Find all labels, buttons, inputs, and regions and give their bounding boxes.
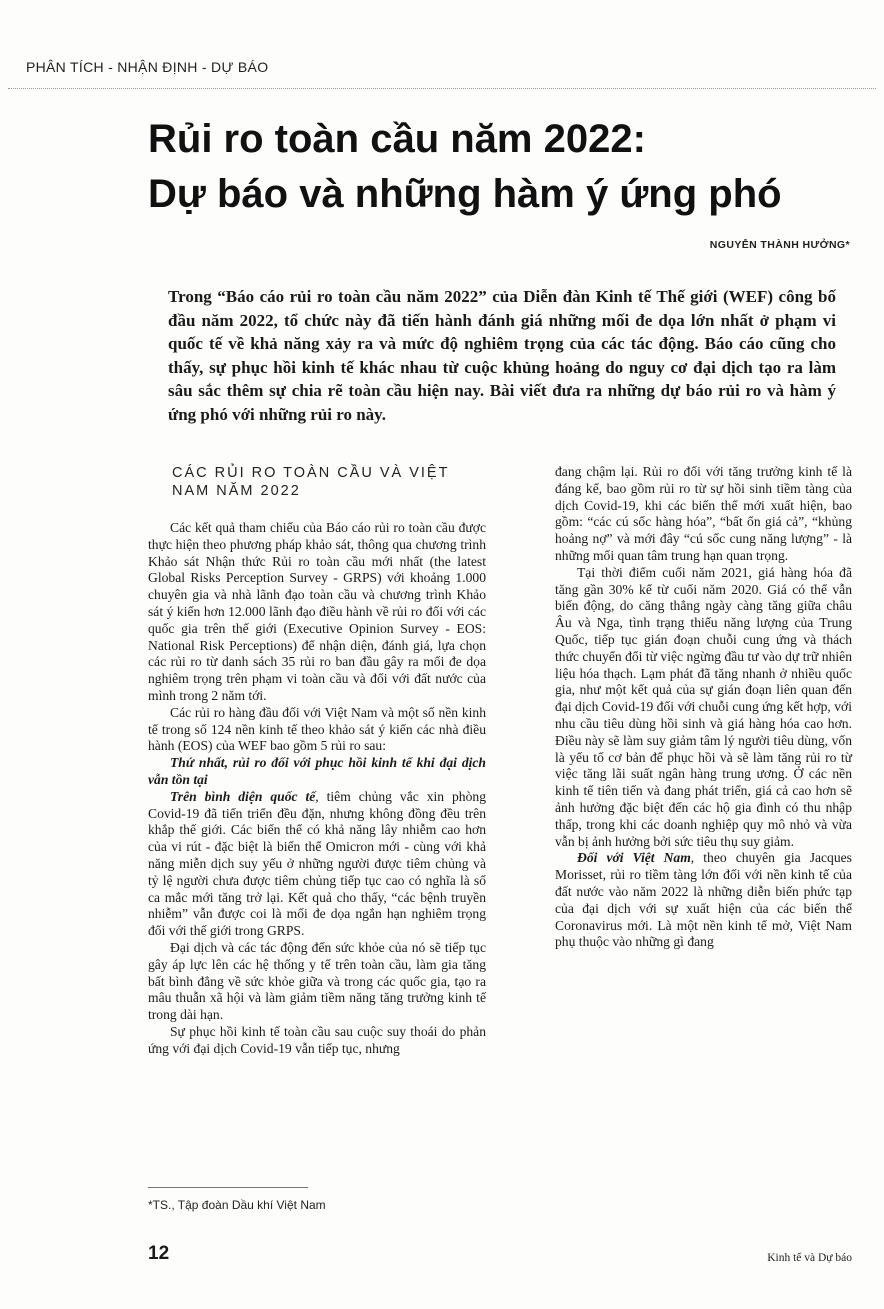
page-number: 12	[148, 1243, 170, 1264]
body-paragraph: Các rủi ro hàng đầu đối với Việt Nam và một số nền kinh tế trong số 124 nền kinh tế theo khảo sát ý kiến các nhà điều hành (EOS) của WEF bao gồm 5 rủi ro sau:	[148, 704, 486, 754]
section-heading: CÁC RỦI RO TOÀN CẦU VÀ VIỆT NAM NĂM 2022	[172, 465, 450, 499]
journal-name: Kinh tế và Dự báo	[767, 1252, 852, 1264]
body-paragraph: Tại thời điểm cuối năm 2021, giá hàng hóa đã tăng gần 30% kể từ cuối năm 2020. Giá có thể vẫn biến động, do căng thẳng ngày càng tăng giữa châu Âu và Nga, tình trạng thiếu năng lượng của Trung Quốc, tiếp tục gián đoạn chuỗi cung ứng và thách thức chuyển đổi từ việc ngừng đầu tư vào dự trữ nhiên liệu hóa thạch. Lạm phát đã tăng nhanh ở nhiều quốc gia, như một kết quả của sự gián đoạn liên quan đến đại dịch Covid-19 đối với chuỗi cung ứng kết hợp, với nhu cầu tiêu dùng hồi sinh và giá hàng hóa cao hơn. Điều này sẽ làm suy giảm tâm lý người tiêu dùng, vốn là yếu tố cơ bản để phục hồi và sẽ làm tăng rủi ro từ việc tăng lãi suất ngân hàng trung ương. Ở các nền kinh tế tiên tiến và đang phát triển, giá cả cao hơn sẽ ảnh hưởng đặc biệt đến các hộ gia đình có thu nhập thấp, trong khi các doanh nghiệp quy mô nhỏ và vừa vẫn bị ảnh hưởng bởi sức tiêu thụ suy giảm.	[555, 564, 852, 849]
subsection-heading: Thứ nhất, rủi ro đối với phục hồi kinh tế khi đại dịch vẫn tồn tại	[148, 755, 486, 787]
body-paragraph: Sự phục hồi kinh tế toàn cầu sau cuộc suy thoái do phản ứng với đại dịch Covid-19 vẫn tiếp tục, nhưng	[148, 1023, 486, 1056]
left-column	[148, 464, 486, 1058]
footnote-divider	[148, 1187, 308, 1188]
footnote: *TS., Tập đoàn Dầu khí Việt Nam	[148, 1198, 326, 1212]
article-title	[148, 112, 868, 222]
body-paragraph: Các kết quả tham chiếu của Báo cáo rủi ro toàn cầu được thực hiện theo phương pháp khảo sát, thông qua chương trình Khảo sát Nhận thức Rủi ro toàn cầu mới nhất (the latest Global Risks Perception Survey - GRPS) với khoảng 1.000 chuyên gia và nhà lãnh đạo toàn cầu và chương trình Khảo sát ý kiến hơn 12.000 lãnh đạo điều hành về rủi ro đối với các quốc gia trên thế giới (Executive Opinion Survey - EOS: National Risk Perceptions) để nhận diện, đánh giá, lựa chọn các rủi ro từ danh sách 35 rủi ro ban đầu gây ra mối đe dọa nghiêm trọng trên phạm vi toàn cầu và đối với đất nước của mình trong 2 năm tới.	[148, 520, 486, 703]
body-paragraph: Trên bình diện quốc tế, tiêm chủng vắc xin phòng Covid-19 đã tiến triển đều đặn, nhưng không đồng đều trên khắp thế giới. Các biến thể có khả năng lây nhiễm cao hơn của vi rút - đặc biệt là biến thể Omicron mới - cùng với khả năng miễn dịch suy yếu ở những người được tiêm chủng và tỷ lệ người chưa được tiêm chủng tiếp tục cao có nghĩa là số ca mắc mới tăng trở lại. Kết quả cho thấy, “các bệnh truyền nhiễm” vẫn được coi là mối đe dọa ngắn hạn nghiêm trọng đối với thế giới trong GRPS.	[148, 788, 486, 939]
section-label: PHÂN TÍCH - NHẬN ĐỊNH - DỰ BÁO	[26, 59, 269, 75]
title-line-1: Rủi ro toàn cầu năm 2022:	[148, 117, 646, 161]
lead-paragraph: Trong “Báo cáo rủi ro toàn cầu năm 2022” của Diễn đàn Kinh tế Thế giới (WEF) công bố đầu năm 2022, tổ chức này đã tiến hành đánh giá những mối đe dọa lớn nhất ở phạm vi quốc tế về khả năng xảy ra và mức độ nghiêm trọng của các tác động. Báo cáo cũng cho thấy, sự phục hồi kinh tế khác nhau từ cuộc khủng hoảng do nguy cơ đại dịch tạo ra làm sâu sắc thêm sự chia rẽ toàn cầu hiện nay. Bài viết đưa ra những dự báo rủi ro và hàm ý ứng phó với những rủi ro này.	[168, 287, 836, 424]
title-line-2: Dự báo và những hàm ý ứng phó	[148, 172, 782, 216]
body-paragraph: đang chậm lại. Rủi ro đối với tăng trưởng kinh tế là đáng kể, bao gồm rủi ro từ sự hồi sinh tiềm tàng của dịch Covid-19, khi các biến thể mới xuất hiện, bao gồm: “các cú sốc hàng hóa”, “bất ổn giá cả”, “khủng hoảng nợ” và mới đây “cú sốc cung năng lượng” - là những mối quan tâm trung hạn quan trọng.	[555, 464, 852, 563]
author-name: NGUYỄN THÀNH HƯỞNG*	[709, 239, 850, 251]
right-column	[555, 464, 852, 951]
emphasis-lead: Đối với Việt Nam	[577, 850, 691, 866]
body-paragraph: Đại dịch và các tác động đến sức khỏe của nó sẽ tiếp tục gây áp lực lên các hệ thống y tế trên toàn cầu, làm gia tăng bất bình đẳng về sức khỏe giữa và trong các quốc gia, tạo ra mâu thuẫn xã hội và làm giảm tiềm năng tăng trưởng kinh tế trong dài hạn.	[148, 939, 486, 1023]
header-divider	[8, 88, 876, 89]
body-paragraph: Đối với Việt Nam, theo chuyên gia Jacques Morisset, rủi ro tiềm tàng lớn đối với nền kinh tế của đất nước vào năm 2022 là những diễn biến phức tạp của đại dịch với sự xuất hiện của các biến thể Coronavirus mới. Là một nền kinh tế mở, Việt Nam phụ thuộc vào những gì đang	[555, 850, 852, 950]
emphasis-lead: Trên bình diện quốc tế	[170, 788, 316, 804]
